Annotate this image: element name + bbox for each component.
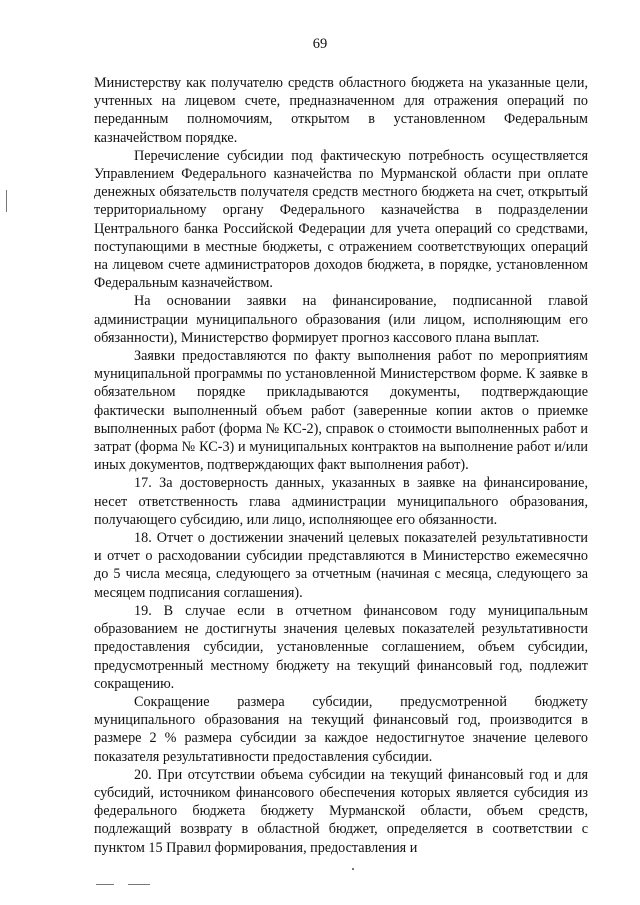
- page-number: 69: [312, 36, 328, 52]
- document-body: [94, 74, 588, 857]
- paragraph-20: 20. При отсутствии объема субсидии на текущий финансовый год и для субсидий, источником финансового обеспечения которых является субсидия из федерального бюджета бюджету Мурманской области, объем средств, подлежащий возврату в областной бюджет, определяется в соответствии с пунктом 15 Правил формирования, предоставления и: [94, 766, 588, 856]
- paragraph-19: 19. В случае если в отчетном финансовом году муниципальным образованием не достигнуты значения целевых показателей результативности предоставления субсидии, установленные соглашением, объем субсидии, предусмотренный местному бюджету на текущий финансовый год, подлежит сокращению.: [94, 602, 588, 692]
- scan-artifact-bottom-2: [128, 884, 150, 885]
- paragraph-19-reduction: Сокращение размера субсидии, предусмотренной бюджету муниципального образования на текущий финансовый год, производится в размере 2 % размера субсидии за каждое недостигнутое значение целевого показателя результативности предоставления субсидии.: [94, 693, 588, 765]
- paragraph-3: На основании заявки на финансирование, подписанной главой администрации муниципального образования (или лицом, исполняющим его обязанности), Министерство формирует прогноз кассового плана выплат.: [94, 293, 588, 346]
- paragraph-2: Перечисление субсидии под фактическую потребность осуществляется Управлением Федерального казначейства по Мурманской области при оплате денежных обязательств получателя средств местного бюджета на счет, открытый территориальному органу Федерального казначейства в подразделении Центрального банка Российской Федерации для учета операций со средствами, поступающими в местные бюджеты, с отражением соответствующих операций на лицевом счете администраторов доходов бюджета, в порядке, установленном Федеральным казначейством.: [94, 147, 588, 292]
- paragraph-4: Заявки предоставляются по факту выполнения работ по мероприятиям муниципальной программы по установленной Министерством форме. К заявке в обязательном порядке прикладываются документы, подтверждающие фактически выполненный объем работ (заверенные копии актов о приемке выполненных работ (форма № КС-2), справок о стоимости выполненных работ и затрат (форма № КС-3) и муниципальных контрактов на выполнение работ и/или иных документов, подтверждающих факт выполнения работ).: [94, 348, 588, 474]
- paragraph-17: 17. За достоверность данных, указанных в заявке на финансирование, несет ответственность глава администрации муниципального образования, получающего субсидию, или лицо, исполняющее его обязанности.: [94, 475, 588, 528]
- scan-artifact-bottom-1: [96, 884, 114, 885]
- paragraph-18: 18. Отчет о достижении значений целевых показателей результативности и отчет о расходовании субсидии представляются в Министерство ежемесячно до 5 числа месяца, следующего за отчетным (начиная с месяца, следующего за месяцем подписания соглашения).: [94, 530, 588, 601]
- scan-artifact-bottom-3: [352, 868, 354, 870]
- paragraph-1: Министерству как получателю средств областного бюджета на указанные цели, учтенных на лицевом счете, предназначенном для отражения операций по переданным полномочиям, открытом в установленном Федеральным казначейством порядке.: [94, 75, 588, 146]
- scan-artifact-left: [6, 190, 7, 212]
